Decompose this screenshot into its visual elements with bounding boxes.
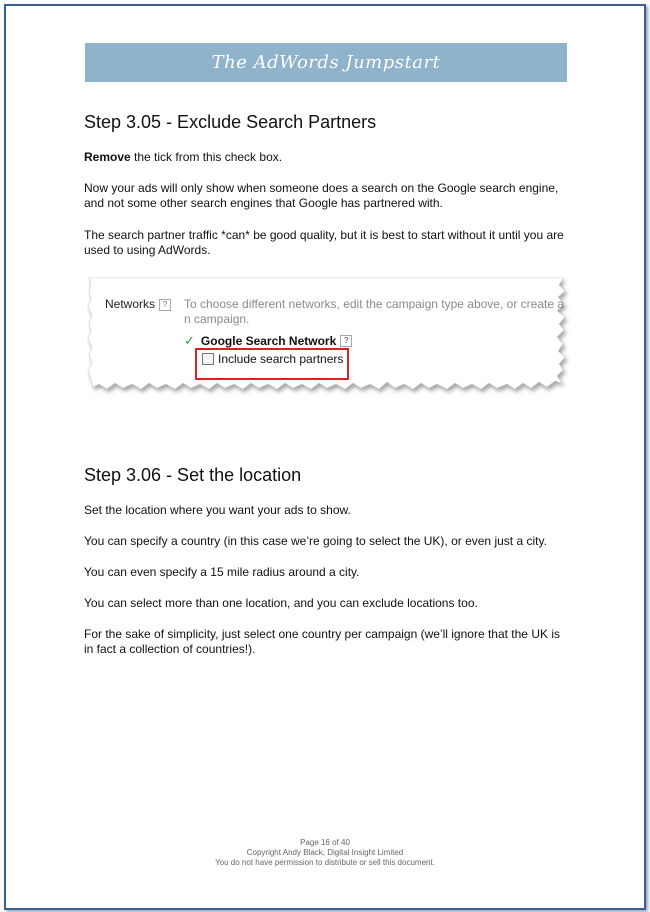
paragraph-multiple-locations: You can select more than one location, and you can exclude locations too. [84, 596, 478, 610]
remove-rest: the tick from this check box. [130, 150, 283, 164]
networks-help-icon[interactable]: ? [159, 299, 171, 311]
paragraph-specify-country: You can specify a country (in this case we’re going to select the UK), or even just a city. [84, 534, 547, 548]
section-heading-3-05: Step 3.05 - Exclude Search Partners [84, 112, 377, 132]
copyright: Copyright Andy Black, Digital Insight Limited [246, 848, 404, 857]
paragraph-remove-tick [84, 150, 564, 165]
page-footer [0, 838, 650, 868]
checkmark-icon: ✓ [184, 333, 195, 348]
page [4, 4, 646, 910]
distribution-notice: You do not have permission to distribute or sell this document. [215, 858, 435, 867]
paragraph-radius: You can even specify a 15 mile radius around a city. [84, 565, 360, 579]
banner-title: The AdWords Jumpstart [211, 52, 441, 73]
section-heading-3-06: Step 3.06 - Set the location [84, 465, 302, 485]
networks-screenshot [87, 275, 572, 403]
paragraph-set-location: Set the location where you want your ads to show. [84, 503, 351, 517]
paragraph-partner-traffic: The search partner traffic *can* be good quality, but it is best to start without it until you are used to using AdWords. [84, 228, 564, 257]
header-banner [85, 43, 567, 82]
include-partners-label: Include search partners [218, 352, 344, 366]
paragraph-ads-only: Now your ads will only show when someone does a search on the Google search engine, and not some other search engines that Google has partnered with. [84, 181, 559, 210]
page-number: Page 16 of 40 [300, 838, 350, 847]
networks-label: Networks ? [105, 297, 171, 311]
google-search-network-row [184, 333, 352, 349]
include-partners-checkbox[interactable] [202, 353, 214, 365]
networks-description: To choose different networks, edit the campaign type above, or create a n campaign. [184, 297, 565, 326]
network-help-icon[interactable]: ? [340, 335, 352, 347]
bold-remove: Remove [84, 150, 131, 164]
network-name: Google Search Network [200, 334, 337, 348]
paragraph-simplicity: For the sake of simplicity, just select one country per campaign (we’ll ignore that the UK is in fact a collection of countries!). [84, 627, 560, 656]
include-partners-option[interactable] [202, 352, 343, 366]
